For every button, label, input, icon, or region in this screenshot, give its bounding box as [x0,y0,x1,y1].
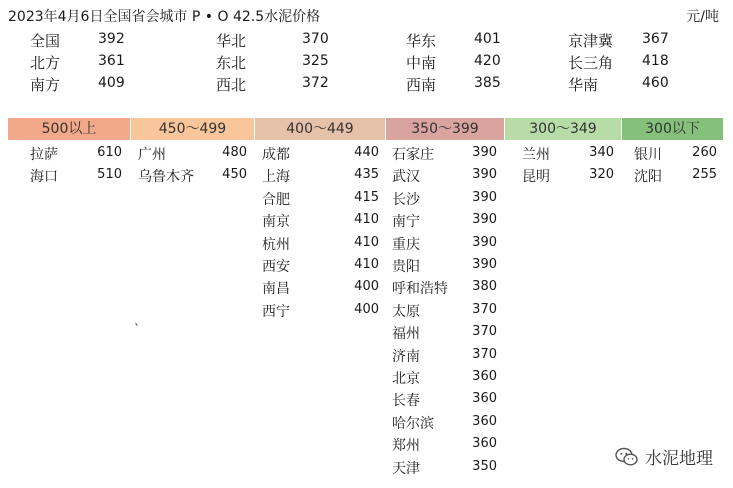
unit-label: 元/吨 [686,9,719,25]
city-price: 390 [472,190,497,205]
region-name: 全国 [30,32,61,50]
stray-mark: ` [134,322,140,336]
watermark-text: 水泥地理 [645,449,713,469]
city-price: 320 [589,167,614,182]
city-name: 石家庄 [392,147,434,163]
region-name: 北方 [30,54,61,72]
price-band-header: 400～449 [255,118,385,140]
city-name: 呼和浩特 [392,281,448,297]
city-price: 410 [354,235,379,250]
city-name: 重庆 [392,237,420,253]
city-name: 银川 [634,147,662,163]
city-price: 390 [472,257,497,272]
city-price: 360 [472,436,497,451]
region-value: 372 [302,75,329,91]
city-name: 杭州 [262,237,290,253]
city-price: 360 [472,369,497,384]
city-price: 350 [472,459,497,474]
city-name: 天津 [392,461,420,477]
city-name: 福州 [392,326,420,342]
city-price: 415 [354,190,379,205]
city-name: 哈尔滨 [392,416,434,432]
city-name: 西安 [262,259,290,275]
city-price: 390 [472,212,497,227]
city-name: 昆明 [522,169,550,185]
region-value: 370 [302,31,329,47]
city-price: 440 [354,145,379,160]
city-price: 360 [472,414,497,429]
city-price: 400 [354,302,379,317]
region-value: 385 [474,75,501,91]
city-price: 380 [472,279,497,294]
city-price: 370 [472,302,497,317]
city-price: 390 [472,145,497,160]
page-title: 2023年4月6日全国省会城市 P • O 42.5水泥价格 [8,9,321,25]
city-name: 广州 [138,147,166,163]
region-value: 460 [642,75,669,91]
city-price: 450 [222,167,247,182]
region-value: 367 [642,31,669,47]
city-price: 480 [222,145,247,160]
region-value: 325 [302,53,329,69]
region-name: 华南 [568,76,599,94]
region-value: 409 [98,75,125,91]
city-name: 长春 [392,393,420,409]
city-price: 370 [472,347,497,362]
city-name: 南昌 [262,281,290,297]
city-name: 武汉 [392,169,420,185]
city-name: 南京 [262,214,290,230]
city-name: 太原 [392,304,420,320]
region-value: 361 [98,53,125,69]
region-name: 西北 [216,76,247,94]
price-band-header: 450～499 [131,118,254,140]
city-name: 西宁 [262,304,290,320]
region-name: 东北 [216,54,247,72]
region-name: 华北 [216,32,247,50]
city-name: 南宁 [392,214,420,230]
city-price: 360 [472,391,497,406]
city-price: 410 [354,257,379,272]
region-name: 华东 [406,32,437,50]
city-price: 610 [97,145,122,160]
wechat-icon [615,447,639,467]
region-value: 418 [642,53,669,69]
city-name: 贵阳 [392,259,420,275]
city-price: 390 [472,235,497,250]
region-name: 中南 [406,54,437,72]
city-name: 成都 [262,147,290,163]
city-name: 郑州 [392,438,420,454]
region-value: 420 [474,53,501,69]
price-band-header: 350～399 [386,118,504,140]
city-name: 合肥 [262,192,290,208]
city-price: 340 [589,145,614,160]
city-price: 370 [472,324,497,339]
region-name: 京津冀 [568,32,614,50]
city-name: 济南 [392,349,420,365]
region-value: 401 [474,31,501,47]
city-price: 510 [97,167,122,182]
city-price: 390 [472,167,497,182]
city-price: 255 [692,167,717,182]
city-name: 沈阳 [634,169,662,185]
city-name: 长沙 [392,192,420,208]
price-band-header: 300～349 [505,118,621,140]
city-name: 海口 [30,169,58,185]
region-value: 392 [98,31,125,47]
region-name: 西南 [406,76,437,94]
city-name: 上海 [262,169,290,185]
price-band-header: 300以下 [622,118,723,140]
city-name: 乌鲁木齐 [138,169,194,185]
city-name: 北京 [392,371,420,387]
city-name: 兰州 [522,147,550,163]
city-price: 435 [354,167,379,182]
city-name: 拉萨 [30,147,58,163]
city-price: 400 [354,279,379,294]
city-price: 410 [354,212,379,227]
region-name: 南方 [30,76,61,94]
city-price: 260 [692,145,717,160]
watermark [615,444,713,469]
price-band-header: 500以上 [8,118,130,140]
region-name: 长三角 [568,54,614,72]
